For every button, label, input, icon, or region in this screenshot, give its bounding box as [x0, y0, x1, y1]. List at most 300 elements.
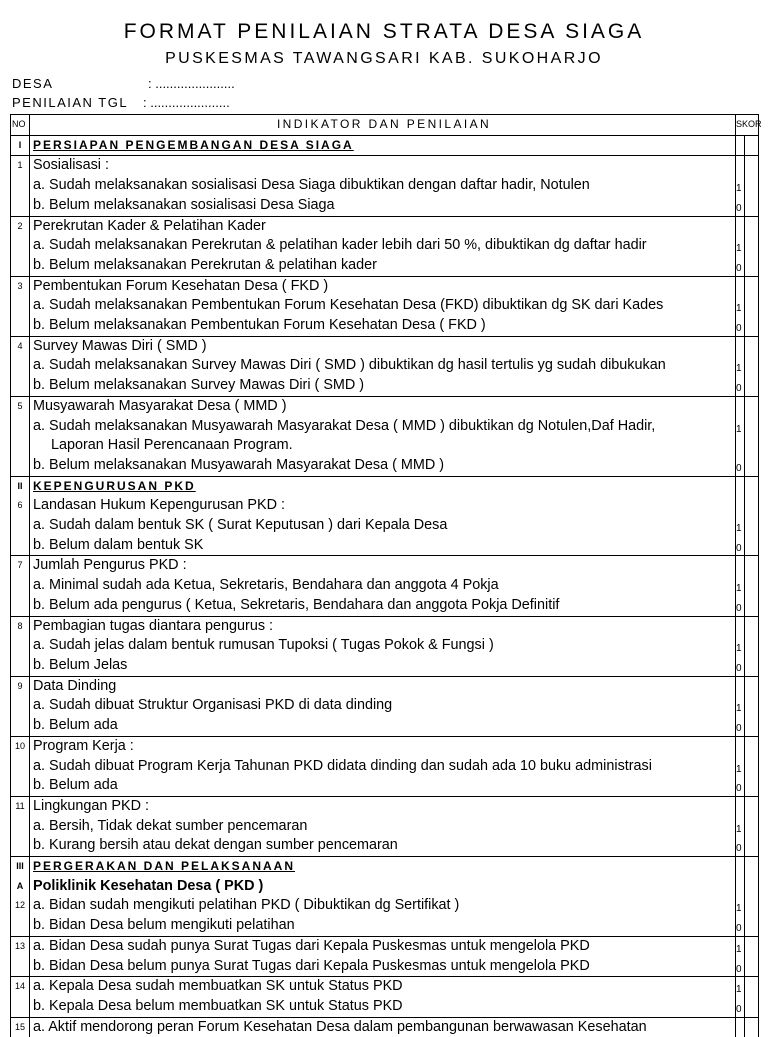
- table-row: [11, 196, 759, 216]
- score-input-cell[interactable]: [745, 436, 759, 456]
- score-cell: [736, 216, 745, 236]
- row-number: I: [11, 135, 30, 156]
- score-input-cell[interactable]: [745, 957, 759, 977]
- table-row: [11, 256, 759, 276]
- score-value: 0: [736, 202, 742, 214]
- row-label: Data Dinding: [33, 677, 117, 694]
- row-text: [30, 696, 736, 716]
- row-number: [11, 757, 30, 777]
- score-value: 1: [736, 303, 742, 315]
- table-row: [11, 556, 759, 576]
- row-number: II: [11, 476, 30, 496]
- row-text: [30, 356, 736, 376]
- row-label: a. Minimal sudah ada Ketua, Sekretaris, Bendahara dan anggota 4 Pokja: [33, 577, 499, 594]
- score-cell: [736, 276, 745, 296]
- table-row: [11, 936, 759, 956]
- section-title: [30, 135, 736, 156]
- table-row: [11, 736, 759, 756]
- row-text: [30, 896, 736, 916]
- section-row: [11, 857, 759, 877]
- row-label: Survey Mawas Diri ( SMD ): [33, 337, 207, 354]
- score-cell: [736, 376, 745, 396]
- row-label: a. Bidan Desa sudah punya Surat Tugas dari Kepala Puskesmas untuk mengelola PKD: [33, 937, 590, 954]
- score-value: 0: [736, 542, 742, 554]
- row-label: b. Belum melaksanakan Perekrutan & pelatihan kader: [33, 256, 377, 273]
- row-text: [30, 796, 736, 816]
- row-label: a. Sudah melaksanakan Perekrutan & pelatihan kader lebih dari 50 %, dibuktikan dg daftar hadir: [33, 237, 647, 254]
- score-input-cell[interactable]: [745, 496, 759, 516]
- score-cell: [736, 536, 745, 556]
- score-input-cell[interactable]: [745, 536, 759, 556]
- row-number: [11, 836, 30, 856]
- row-label: a. Sudah melaksanakan Survey Mawas Diri ( SMD ) dibuktikan dg hasil tertulis yg sudah dibukukan: [33, 357, 666, 374]
- header-no: NO: [11, 115, 30, 136]
- score-cell: [736, 196, 745, 216]
- table-row: [11, 656, 759, 676]
- row-label: b. Bidan Desa belum mengikuti pelatihan: [33, 917, 295, 934]
- row-label: a. Sudah melaksanakan Musyawarah Masyarakat Desa ( MMD ) dibuktikan dg Notulen,Daf Hadir,: [33, 417, 656, 434]
- row-number: [11, 196, 30, 216]
- row-text: [30, 676, 736, 696]
- row-label: Pembagian tugas diantara pengurus :: [33, 617, 274, 634]
- score-cell: [736, 316, 745, 336]
- score-cell: [736, 356, 745, 376]
- document-title: FORMAT PENILAIAN STRATA DESA SIAGA: [123, 20, 645, 43]
- row-label: b. Bidan Desa belum punya Surat Tugas dari Kepala Puskesmas untuk mengelola PKD: [33, 957, 590, 974]
- score-input-cell[interactable]: [745, 616, 759, 636]
- row-number: [11, 356, 30, 376]
- row-number: [11, 656, 30, 676]
- score-value: 0: [736, 1003, 742, 1015]
- score-cell: [736, 516, 745, 536]
- score-cell: [736, 977, 745, 997]
- row-text: [30, 776, 736, 796]
- table-row: [11, 896, 759, 916]
- score-input-cell[interactable]: [745, 356, 759, 376]
- score-cell: [736, 836, 745, 856]
- row-text: [30, 276, 736, 296]
- row-number: [11, 456, 30, 476]
- score-cell: [736, 936, 745, 956]
- score-cell: [736, 576, 745, 596]
- score-cell: [736, 596, 745, 616]
- row-text: [30, 196, 736, 216]
- score-input-cell[interactable]: [745, 636, 759, 656]
- score-cell: [736, 336, 745, 356]
- row-number: [11, 296, 30, 316]
- row-number: 7: [11, 556, 30, 576]
- score-input-cell[interactable]: [745, 576, 759, 596]
- score-input-cell[interactable]: [745, 877, 759, 897]
- table-header: [11, 115, 759, 136]
- score-cell: [736, 156, 745, 176]
- score-value: 0: [736, 323, 742, 335]
- table-row: [11, 757, 759, 777]
- row-number: [11, 256, 30, 276]
- row-number: 6: [11, 496, 30, 516]
- row-number: [11, 776, 30, 796]
- row-number: 15: [11, 1017, 30, 1037]
- score-input-cell[interactable]: [745, 596, 759, 616]
- row-number: [11, 576, 30, 596]
- section-row: [11, 135, 759, 156]
- score-input-cell[interactable]: [745, 696, 759, 716]
- score-input-cell[interactable]: [745, 836, 759, 856]
- row-text: [30, 736, 736, 756]
- score-input-cell[interactable]: [745, 456, 759, 476]
- row-text: [30, 1017, 736, 1037]
- score-cell: [736, 1017, 745, 1037]
- row-text: [30, 156, 736, 176]
- row-number: 13: [11, 936, 30, 956]
- score-input-cell[interactable]: [745, 656, 759, 676]
- table-row: [11, 997, 759, 1017]
- row-label: a. Bersih, Tidak dekat sumber pencemaran: [33, 817, 308, 834]
- section-title: [30, 857, 736, 877]
- row-label: a. Sudah dalam bentuk SK ( Surat Keputusan ) dari Kepala Desa: [33, 517, 448, 534]
- row-label: a. Aktif mendorong peran Forum Kesehatan Desa dalam pembangunan berwawasan Kesehatan: [33, 1018, 647, 1035]
- row-label: b. Belum melaksanakan Musyawarah Masyarakat Desa ( MMD ): [33, 456, 445, 473]
- score-cell: [736, 817, 745, 837]
- row-label: b. Belum melaksanakan Pembentukan Forum Kesehatan Desa ( FKD ): [33, 317, 486, 334]
- score-cell: [736, 676, 745, 696]
- score-value: 0: [736, 262, 742, 274]
- score-input-cell[interactable]: [745, 817, 759, 837]
- score-cell: [736, 776, 745, 796]
- row-text: [30, 436, 736, 456]
- row-label: a. Sudah melaksanakan Pembentukan Forum Kesehatan Desa (FKD) dibuktikan dg SK dari Kades: [33, 297, 664, 314]
- row-label: b. Kepala Desa belum membuatkan SK untuk Status PKD: [33, 997, 403, 1014]
- score-value: 1: [736, 183, 742, 195]
- row-label: a. Sudah jelas dalam bentuk rumusan Tupoksi ( Tugas Pokok & Fungsi ): [33, 637, 494, 654]
- score-cell: [736, 236, 745, 256]
- row-text: [30, 836, 736, 856]
- row-label: b. Belum dalam bentuk SK: [33, 536, 204, 553]
- score-value: 1: [736, 363, 742, 375]
- score-input-cell[interactable]: [745, 476, 759, 496]
- row-text: [30, 556, 736, 576]
- row-label: a. Sudah dibuat Struktur Organisasi PKD di data dinding: [33, 697, 393, 714]
- score-cell: [736, 997, 745, 1017]
- row-text: [30, 916, 736, 936]
- score-cell: [736, 916, 745, 936]
- table-row: [11, 336, 759, 356]
- score-value: 1: [736, 243, 742, 255]
- row-label: Laporan Hasil Perencanaan Program.: [51, 437, 293, 454]
- row-label: Sosialisasi :: [33, 157, 109, 174]
- score-value: 0: [736, 383, 742, 395]
- score-cell: [736, 757, 745, 777]
- row-text: [30, 636, 736, 656]
- row-label: Jumlah Pengurus PKD :: [33, 557, 187, 574]
- table-row: [11, 456, 759, 476]
- score-input-cell[interactable]: [745, 896, 759, 916]
- table-row: [11, 596, 759, 616]
- row-number: [11, 176, 30, 196]
- tgl-line: [12, 94, 230, 112]
- row-text: [30, 456, 736, 476]
- row-number: [11, 636, 30, 656]
- score-input-cell[interactable]: [745, 916, 759, 936]
- score-value: 1: [736, 984, 742, 996]
- score-input-cell[interactable]: [745, 196, 759, 216]
- row-text: [30, 396, 736, 416]
- score-input-cell[interactable]: [745, 796, 759, 816]
- row-label: Perekrutan Kader & Pelatihan Kader: [33, 217, 266, 234]
- row-text: [30, 417, 736, 437]
- row-text: [30, 997, 736, 1017]
- row-number: [11, 516, 30, 536]
- row-number: [11, 596, 30, 616]
- row-number: [11, 417, 30, 437]
- row-number: 10: [11, 736, 30, 756]
- score-input-cell[interactable]: [745, 316, 759, 336]
- row-label: PERSIAPAN PENGEMBANGAN DESA SIAGA: [33, 137, 354, 152]
- row-text: [30, 656, 736, 676]
- score-value: 1: [736, 823, 742, 835]
- table-row: [11, 496, 759, 516]
- row-text: [30, 216, 736, 236]
- row-text: [30, 376, 736, 396]
- score-value: 0: [736, 462, 742, 474]
- row-label: Program Kerja :: [33, 737, 134, 754]
- score-cell: [736, 796, 745, 816]
- row-number: 5: [11, 396, 30, 416]
- desa-line: [12, 75, 235, 93]
- score-value: 0: [736, 843, 742, 855]
- score-input-cell[interactable]: [745, 336, 759, 356]
- row-text: [30, 536, 736, 556]
- score-cell: [736, 716, 745, 736]
- score-value: 1: [736, 423, 742, 435]
- table-row: [11, 516, 759, 536]
- table-row: [11, 796, 759, 816]
- row-number: 2: [11, 216, 30, 236]
- row-text: [30, 616, 736, 636]
- table-row: [11, 296, 759, 316]
- table-row: [11, 417, 759, 437]
- row-text: [30, 316, 736, 336]
- score-cell: [736, 616, 745, 636]
- score-cell: [736, 636, 745, 656]
- table-row: [11, 536, 759, 556]
- row-text: [30, 496, 736, 516]
- row-number: 12: [11, 896, 30, 916]
- score-input-cell[interactable]: [745, 396, 759, 416]
- header-indikator: INDIKATOR DAN PENILAIAN: [30, 115, 736, 136]
- row-label: Lingkungan PKD :: [33, 797, 150, 814]
- row-label: KEPENGURUSAN PKD: [33, 478, 196, 493]
- row-number: III: [11, 857, 30, 877]
- row-text: [30, 977, 736, 997]
- score-input-cell[interactable]: [745, 556, 759, 576]
- row-text: [30, 336, 736, 356]
- row-number: [11, 957, 30, 977]
- score-value: 1: [736, 763, 742, 775]
- score-cell: [736, 656, 745, 676]
- score-cell: [736, 896, 745, 916]
- table-row: [11, 396, 759, 416]
- table-row: [11, 836, 759, 856]
- score-input-cell[interactable]: [745, 936, 759, 956]
- score-cell: [736, 176, 745, 196]
- score-value: 0: [736, 963, 742, 975]
- row-number: 3: [11, 276, 30, 296]
- score-cell: [736, 296, 745, 316]
- row-label: b. Belum melaksanakan Survey Mawas Diri ( SMD ): [33, 377, 365, 394]
- table-row: [11, 276, 759, 296]
- score-input-cell[interactable]: [745, 776, 759, 796]
- row-number: 9: [11, 676, 30, 696]
- score-cell: [736, 556, 745, 576]
- table-row: [11, 676, 759, 696]
- row-number: [11, 236, 30, 256]
- score-value: 1: [736, 583, 742, 595]
- row-label: b. Belum ada pengurus ( Ketua, Sekretaris, Bendahara dan anggota Pokja Definitif: [33, 596, 560, 613]
- row-number: [11, 376, 30, 396]
- row-label: b. Belum Jelas: [33, 656, 128, 673]
- tgl-label: PENILAIAN TGL: [12, 95, 129, 110]
- row-label: b. Belum ada: [33, 777, 118, 794]
- score-value: 0: [736, 783, 742, 795]
- section-title: [30, 476, 736, 496]
- score-input-cell[interactable]: [745, 997, 759, 1017]
- score-cell: [736, 456, 745, 476]
- row-text: [30, 716, 736, 736]
- score-input-cell[interactable]: [745, 857, 759, 877]
- score-value: 1: [736, 643, 742, 655]
- score-cell: [736, 957, 745, 977]
- score-cell: [736, 436, 745, 456]
- score-input-cell[interactable]: [745, 135, 759, 156]
- row-text: [30, 596, 736, 616]
- section-row: [11, 476, 759, 496]
- table-body: [11, 135, 759, 1037]
- row-label: PERGERAKAN DAN PELAKSANAAN: [33, 859, 296, 874]
- row-text: [30, 176, 736, 196]
- table-row: [11, 156, 759, 176]
- row-text: [30, 576, 736, 596]
- row-label: b. Kurang bersih atau dekat dengan sumber pencemaran: [33, 837, 398, 854]
- table-row: [11, 916, 759, 936]
- score-cell: [736, 857, 745, 877]
- row-number: [11, 997, 30, 1017]
- row-label: Poliklinik Kesehatan Desa ( PKD ): [33, 877, 264, 894]
- row-label: a. Sudah melaksanakan sosialisasi Desa Siaga dibuktikan dengan daftar hadir, Notulen: [33, 177, 590, 194]
- score-input-cell[interactable]: [745, 236, 759, 256]
- score-cell: [736, 135, 745, 156]
- score-cell: [736, 736, 745, 756]
- row-text: [30, 236, 736, 256]
- table-row: [11, 216, 759, 236]
- table-row: [11, 636, 759, 656]
- row-number: [11, 817, 30, 837]
- table-row: [11, 176, 759, 196]
- score-cell: [736, 877, 745, 897]
- table-row: [11, 376, 759, 396]
- score-input-cell[interactable]: [745, 376, 759, 396]
- table-row: [11, 316, 759, 336]
- row-label: a. Bidan sudah mengikuti pelatihan PKD ( Dibuktikan dg Sertifikat ): [33, 897, 460, 914]
- score-cell: [736, 256, 745, 276]
- row-text: [30, 296, 736, 316]
- score-input-cell[interactable]: [745, 736, 759, 756]
- table-row: [11, 356, 759, 376]
- score-input-cell[interactable]: [745, 757, 759, 777]
- row-label: b. Belum ada: [33, 717, 118, 734]
- desa-value: : ......................: [148, 76, 235, 91]
- row-number: 14: [11, 977, 30, 997]
- score-input-cell[interactable]: [745, 716, 759, 736]
- row-label: Landasan Hukum Kepengurusan PKD :: [33, 497, 285, 514]
- row-number: [11, 536, 30, 556]
- row-number: [11, 916, 30, 936]
- desa-label: DESA: [12, 76, 54, 91]
- score-value: 0: [736, 662, 742, 674]
- score-cell: [736, 417, 745, 437]
- row-text: [30, 817, 736, 837]
- row-number: A: [11, 877, 30, 897]
- score-cell: [736, 496, 745, 516]
- row-number: 8: [11, 616, 30, 636]
- table-row: [11, 957, 759, 977]
- table-row: [11, 436, 759, 456]
- table-row: [11, 696, 759, 716]
- score-value: 0: [736, 923, 742, 935]
- table-row: [11, 716, 759, 736]
- score-input-cell[interactable]: [745, 256, 759, 276]
- table-row: [11, 817, 759, 837]
- row-number: 1: [11, 156, 30, 176]
- score-value: 0: [736, 602, 742, 614]
- row-text: [30, 757, 736, 777]
- score-input-cell[interactable]: [745, 1017, 759, 1037]
- score-value: 1: [736, 523, 742, 535]
- row-label: a. Kepala Desa sudah membuatkan SK untuk Status PKD: [33, 978, 403, 995]
- score-input-cell[interactable]: [745, 216, 759, 236]
- score-input-cell[interactable]: [745, 977, 759, 997]
- score-input-cell[interactable]: [745, 516, 759, 536]
- row-text: [30, 957, 736, 977]
- score-input-cell[interactable]: [745, 156, 759, 176]
- header-skor: SKOR: [736, 115, 759, 136]
- row-label: Musyawarah Masyarakat Desa ( MMD ): [33, 397, 287, 414]
- tgl-value: : ......................: [143, 95, 230, 110]
- table-row: [11, 236, 759, 256]
- row-label: Pembentukan Forum Kesehatan Desa ( FKD ): [33, 277, 329, 294]
- table-row: [11, 616, 759, 636]
- table-row: [11, 877, 759, 897]
- score-input-cell[interactable]: [745, 417, 759, 437]
- score-cell: [736, 396, 745, 416]
- row-text: [30, 516, 736, 536]
- score-cell: [736, 696, 745, 716]
- score-value: 0: [736, 723, 742, 735]
- score-input-cell[interactable]: [745, 276, 759, 296]
- row-number: 4: [11, 336, 30, 356]
- score-input-cell[interactable]: [745, 296, 759, 316]
- row-label: a. Sudah dibuat Program Kerja Tahunan PKD didata dinding dan sudah ada 10 buku administrasi: [33, 757, 652, 774]
- row-number: [11, 436, 30, 456]
- score-input-cell[interactable]: [745, 176, 759, 196]
- score-value: 1: [736, 903, 742, 915]
- row-text: [30, 877, 736, 897]
- score-input-cell[interactable]: [745, 676, 759, 696]
- row-number: [11, 316, 30, 336]
- score-value: 1: [736, 703, 742, 715]
- assessment-table: [10, 114, 762, 1037]
- row-number: 11: [11, 796, 30, 816]
